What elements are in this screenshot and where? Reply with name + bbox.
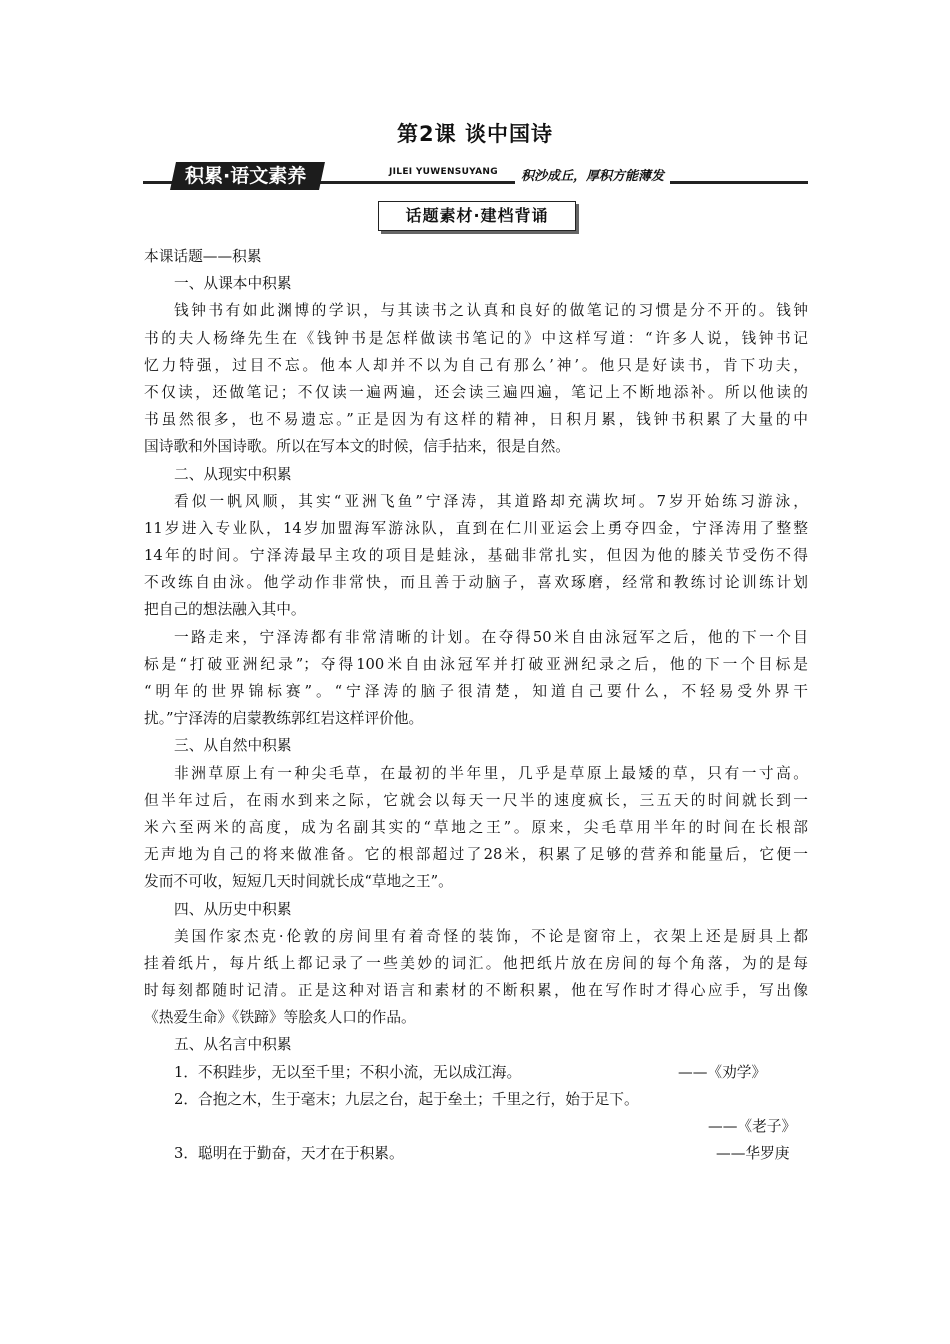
paragraph-line: 扰。”宁泽涛的启蒙教练郭红岩这样评价他。 (144, 710, 424, 728)
paragraph-line: 看似一帆风顺，其实“亚洲飞鱼”宁泽涛，其道路却充满坎坷。7岁开始练习游泳， (174, 492, 808, 510)
paragraph-line: 挂着纸片，每片纸上都记录了一些美妙的词汇。他把纸片放在房间的每个角落，为的是每 (144, 954, 808, 972)
paragraph-line: 不改练自由泳。他学动作非常快，而且善于动脑子，喜欢琢磨，经常和教练讨论训练计划 (144, 574, 808, 592)
quote-text: 1．不积跬步，无以至千里；不积小流，无以成江海。 (174, 1063, 522, 1081)
paragraph-line: 把自己的想法融入其中。 (144, 601, 306, 619)
paragraph-line: 发而不可收，短短几天时间就长成“草地之王”。 (144, 873, 453, 891)
paragraph-line: 无声地为自己的将来做准备。它的根部超过了28米，积累了足够的营养和能量后，它便一 (144, 846, 808, 864)
quote-text: 2．合抱之木，生于毫末；九层之台，起于垒土；千里之行，始于足下。 (174, 1090, 639, 1108)
paragraph-line: 书虽然很多，也不易遗忘。”正是因为有这样的精神，日积月累，钱钟书积累了大量的中 (144, 411, 808, 429)
paragraph-line: 一路走来，宁泽涛都有非常清晰的计划。在夺得50米自由泳冠军之后，他的下一个目 (174, 628, 808, 646)
quote-source: ——华罗庚 (716, 1145, 790, 1163)
topic-line: 本课话题——积累 (144, 248, 262, 265)
paragraph-line: 忆力特强，过目不忘。他本人却并不以为自己有那么’神’。他只是好读书，肯下功夫， (144, 356, 808, 374)
section-heading: 四、从历史中积累 (174, 900, 292, 918)
banner-label-box (170, 162, 325, 190)
article-body (144, 243, 808, 1167)
paragraph-line: 钱钟书有如此渊博的学识，与其读书之认真和良好的做笔记的习惯是分不开的。钱钟 (174, 302, 808, 320)
sub-banner: 话题素材·建档背诵 (378, 201, 576, 231)
paragraph-line: 14年的时间。宁泽涛最早主攻的项目是蛙泳，基础非常扎实，但因为他的膝关节受伤不得 (144, 547, 808, 565)
paragraph-line: 国诗歌和外国诗歌。所以在写本文的时候，信手拈来，很是自然。 (144, 438, 570, 456)
quote-item (144, 1059, 808, 1086)
paragraph-line: 不仅读，还做笔记；不仅读一遍两遍，还会读三遍四遍，笔记上不断地添补。所以他读的 (144, 383, 808, 401)
lesson-title: 第2课 谈中国诗 (397, 122, 553, 146)
paragraph-line: 美国作家杰克·伦敦的房间里有着奇怪的装饰，不论是窗帘上，衣架上还是厨具上都 (174, 927, 808, 945)
paragraph-line: 标是“打破亚洲纪录”；夺得100米自由泳冠军并打破亚洲纪录之后，他的下一个目标是 (144, 655, 808, 673)
section-heading: 一、从课本中积累 (174, 275, 292, 293)
paragraph-line: 书的夫人杨绛先生在《钱钟书是怎样做读书笔记的》中这样写道：“许多人说，钱钟书记 (144, 329, 808, 347)
banner-slogan: 积沙成丘，厚积方能薄发 (515, 165, 670, 184)
quote-text: 3．聪明在于勤奋，天才在于积累。 (174, 1145, 404, 1163)
section-banner (143, 160, 808, 194)
paragraph-line: 米六至两米的高度，成为名副其实的“草地之王”。原来，尖毛草用半年的时间在长根部 (144, 818, 808, 836)
quote-item (144, 1140, 808, 1167)
quote-source: ——《劝学》 (678, 1063, 767, 1081)
quote-source: ——《老子》 (708, 1118, 797, 1135)
section-heading: 二、从现实中积累 (174, 465, 292, 483)
paragraph-line: 时每刻都随时记清。正是这种对语言和素材的不断积累，他在写作时才得心应手，写出像 (144, 982, 808, 1000)
banner-pinyin: JILEI YUWENSUYANG (381, 167, 506, 177)
section-heading: 五、从名言中积累 (174, 1036, 292, 1054)
banner-label: 积累·语文素养 (185, 165, 307, 187)
section-heading: 三、从自然中积累 (174, 737, 292, 755)
paragraph-line: 11岁进入专业队，14岁加盟海军游泳队，直到在仁川亚运会上勇夺四金，宁泽涛用了整整 (144, 519, 808, 537)
paragraph-line: 非洲草原上有一种尖毛草，在最初的半年里，几乎是草原上最矮的草，只有一寸高。 (174, 764, 808, 782)
paragraph-line: 《热爱生命》《铁蹄》等脍炙人口的作品。 (144, 1009, 416, 1027)
paragraph-line: 但半年过后，在雨水到来之际，它就会以每天一尺半的速度疯长，三五天的时间就长到一 (144, 791, 808, 809)
quote-source-line (144, 1113, 808, 1140)
paragraph-line: “明年的世界锦标赛”。“宁泽涛的脑子很清楚，知道自己要什么，不轻易受外界干 (144, 683, 808, 700)
quote-item (144, 1086, 808, 1113)
